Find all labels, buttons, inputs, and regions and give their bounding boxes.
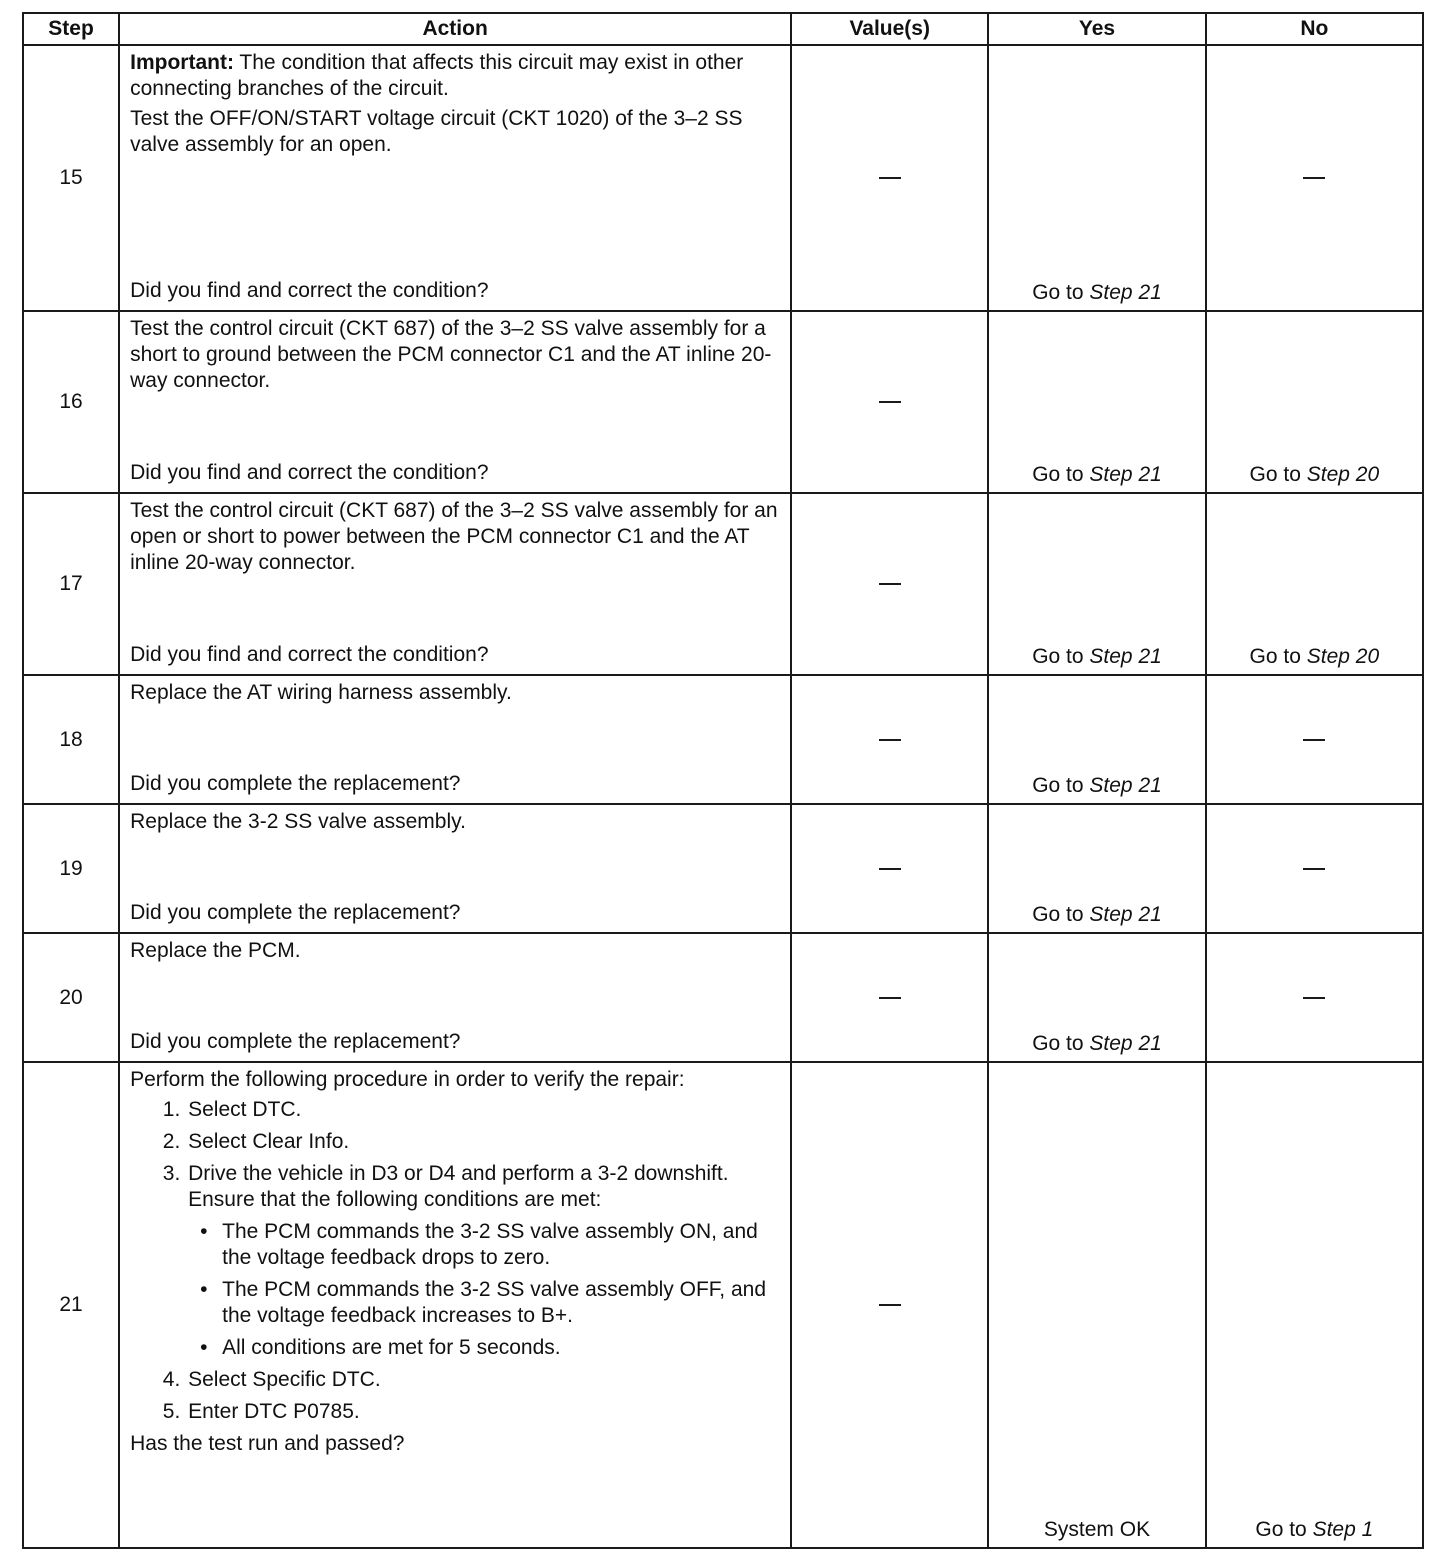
step-number: 17 — [23, 493, 119, 675]
values-cell — [791, 804, 988, 933]
go-to-prefix: Go to — [1249, 463, 1301, 486]
values-cell — [791, 933, 988, 1062]
yes-cell — [988, 311, 1205, 493]
em-dash — [1303, 868, 1325, 870]
action-cell — [119, 311, 791, 493]
go-to-prefix: Go to — [1032, 463, 1084, 486]
header-action: Action — [119, 13, 791, 45]
go-to-prefix: Go to — [1032, 903, 1084, 926]
yes-cell — [988, 933, 1205, 1062]
procedure-intro: Perform the following procedure in order to verify the repair: — [130, 1068, 685, 1091]
yes-cell: System OK — [988, 1062, 1205, 1548]
action-text: Replace the PCM. — [130, 939, 301, 962]
step-number: 20 — [23, 933, 119, 1062]
table-row-step-15 — [23, 45, 1423, 311]
action-cell — [119, 933, 791, 1062]
go-to-prefix: Go to — [1032, 1032, 1084, 1055]
step-number: 19 — [23, 804, 119, 933]
important-note — [130, 50, 780, 102]
go-to-prefix: Go to — [1255, 1518, 1307, 1541]
em-dash — [879, 1304, 901, 1306]
procedure-step: 5. Enter DTC P0785. — [186, 1399, 780, 1425]
question-text: Did you find and correct the condition? — [130, 643, 489, 666]
condition-item: • All conditions are met for 5 seconds. — [222, 1335, 780, 1361]
values-cell — [791, 45, 988, 311]
yes-cell — [988, 804, 1205, 933]
action-text: Test the OFF/ON/START voltage circuit (CKT 1020) of the 3–2 SS valve assembly for an open. — [130, 107, 743, 156]
action-text: Replace the 3-2 SS valve assembly. — [130, 810, 466, 833]
no-cell — [1206, 675, 1423, 804]
yes-step-ref: Step 21 — [1089, 903, 1162, 926]
no-step-ref: Step 20 — [1306, 645, 1380, 668]
header-step: Step — [23, 13, 119, 45]
yes-step-ref: Step 21 — [1089, 281, 1162, 304]
yes-step-ref: Step 21 — [1089, 1032, 1162, 1055]
em-dash — [879, 868, 901, 870]
em-dash — [1303, 177, 1325, 179]
em-dash — [1303, 997, 1325, 999]
header-values: Value(s) — [791, 13, 988, 45]
go-to-prefix: Go to — [1032, 774, 1084, 797]
question-text: Did you find and correct the condition? — [130, 461, 489, 484]
question-text: Did you complete the replacement? — [130, 772, 461, 795]
em-dash — [879, 177, 901, 179]
action-text: Test the control circuit (CKT 687) of the 3–2 SS valve assembly for a short to ground between the PCM connector C1 and the AT inline 20-way connector. — [130, 317, 772, 392]
step-number: 15 — [23, 45, 119, 311]
procedure-step-3 — [186, 1161, 780, 1361]
action-text: Replace the AT wiring harness assembly. — [130, 681, 512, 704]
action-cell — [119, 493, 791, 675]
no-cell — [1206, 311, 1423, 493]
em-dash — [879, 739, 901, 741]
question-text: Has the test run and passed? — [130, 1432, 405, 1455]
yes-step-ref: Step 21 — [1089, 463, 1162, 486]
em-dash — [879, 401, 901, 403]
table-row-step-21 — [23, 1062, 1423, 1548]
question-text: Did you complete the replacement? — [130, 1030, 461, 1053]
table-row-step-18 — [23, 675, 1423, 804]
no-cell — [1206, 1062, 1423, 1548]
important-text: The condition that affects this circuit may exist in other connecting branches of the circuit. — [130, 51, 744, 100]
question-text: Did you find and correct the condition? — [130, 279, 489, 302]
action-text: Test the control circuit (CKT 687) of the 3–2 SS valve assembly for an open or short to power between the PCM connector C1 and the AT inline 20-way connector. — [130, 499, 778, 574]
values-cell — [791, 311, 988, 493]
diagnostic-table — [22, 12, 1424, 1549]
no-step-ref: Step 20 — [1306, 463, 1380, 486]
procedure-steps — [130, 1097, 780, 1425]
no-cell — [1206, 804, 1423, 933]
action-cell — [119, 675, 791, 804]
header-no: No — [1206, 13, 1423, 45]
procedure-step-text: Drive the vehicle in D3 or D4 and perform a 3-2 downshift. Ensure that the following conditions are met: — [188, 1162, 729, 1211]
step-number: 16 — [23, 311, 119, 493]
condition-item: • The PCM commands the 3-2 SS valve assembly OFF, and the voltage feedback increases to B+. — [222, 1277, 780, 1329]
table-row-step-20 — [23, 933, 1423, 1062]
header-yes: Yes — [988, 13, 1205, 45]
conditions-list — [188, 1219, 780, 1361]
action-cell — [119, 1062, 791, 1548]
condition-item: • The PCM commands the 3-2 SS valve assembly ON, and the voltage feedback drops to zero. — [222, 1219, 780, 1271]
important-label: Important: — [130, 51, 234, 74]
procedure-step: 1. Select DTC. — [186, 1097, 780, 1123]
yes-cell — [988, 493, 1205, 675]
step-number: 18 — [23, 675, 119, 804]
step-number: 21 — [23, 1062, 119, 1548]
table-row-step-17 — [23, 493, 1423, 675]
table-row-step-19 — [23, 804, 1423, 933]
em-dash — [879, 997, 901, 999]
action-cell — [119, 45, 791, 311]
no-cell — [1206, 493, 1423, 675]
procedure-step: 2. Select Clear Info. — [186, 1129, 780, 1155]
no-cell — [1206, 933, 1423, 1062]
table-row-step-16 — [23, 311, 1423, 493]
procedure-step: 4. Select Specific DTC. — [186, 1367, 780, 1393]
yes-step-ref: Step 21 — [1089, 645, 1162, 668]
values-cell — [791, 493, 988, 675]
go-to-prefix: Go to — [1032, 645, 1084, 668]
question-text: Did you complete the replacement? — [130, 901, 461, 924]
header-row — [23, 13, 1423, 45]
go-to-prefix: Go to — [1032, 281, 1084, 304]
action-cell — [119, 804, 791, 933]
yes-step-ref: Step 21 — [1089, 774, 1162, 797]
no-step-ref: Step 1 — [1312, 1518, 1374, 1541]
em-dash — [879, 583, 901, 585]
no-cell — [1206, 45, 1423, 311]
go-to-prefix: Go to — [1249, 645, 1301, 668]
values-cell — [791, 675, 988, 804]
yes-cell — [988, 45, 1205, 311]
yes-cell — [988, 675, 1205, 804]
values-cell — [791, 1062, 988, 1548]
em-dash — [1303, 739, 1325, 741]
